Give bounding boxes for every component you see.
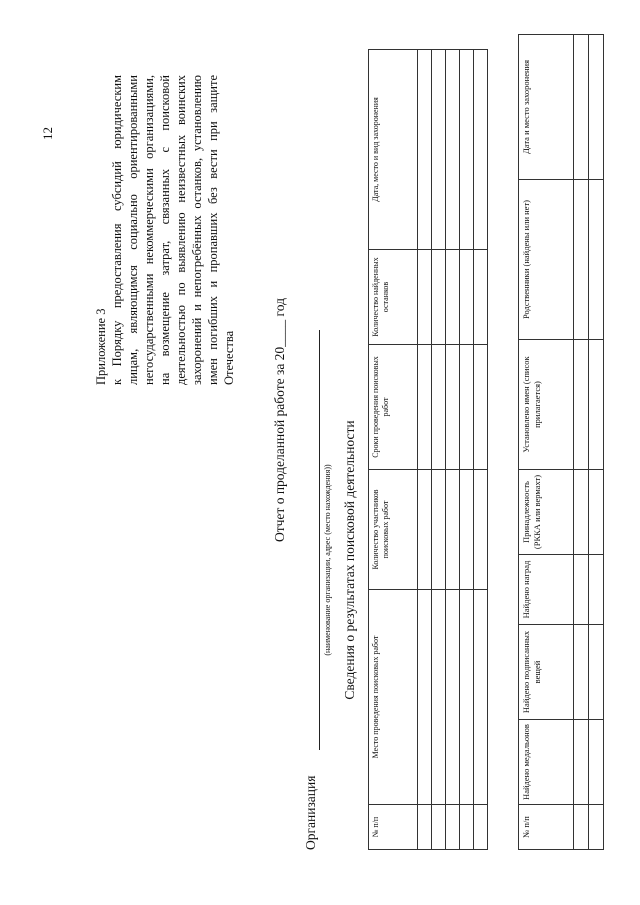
table-cell[interactable] (446, 50, 460, 250)
table-header-row (519, 35, 574, 850)
table-row (589, 35, 604, 850)
table-cell[interactable] (432, 590, 446, 805)
header-cell: Сроки проведения поисковых работ (369, 345, 418, 470)
table-cell[interactable] (474, 345, 488, 470)
header-cell: Количество участников поисковых работ (369, 470, 418, 590)
table-row (474, 50, 488, 850)
header-cell: Дата и место захоронения (519, 35, 574, 180)
header-cell: Найдено медальонов (519, 720, 574, 805)
table-cell[interactable] (446, 805, 460, 850)
table-cell[interactable] (446, 470, 460, 590)
table-cell[interactable] (474, 50, 488, 250)
table-cell[interactable] (460, 345, 474, 470)
table-cell[interactable] (474, 470, 488, 590)
table-cell[interactable] (432, 470, 446, 590)
table-cell[interactable] (432, 50, 446, 250)
table-cell[interactable] (446, 590, 460, 805)
header-cell: Установлено имен (список прилагается) (519, 340, 574, 470)
table-cell[interactable] (589, 805, 604, 850)
report-title: Отчет о проделанной работе за 20____ год (272, 298, 287, 543)
header-cell: Место проведения поисковых работ (369, 590, 418, 805)
table-header-row (369, 50, 418, 850)
header-cell: Найдено подписанных вещей (519, 625, 574, 720)
table-cell[interactable] (574, 180, 589, 340)
table-cell[interactable] (574, 805, 589, 850)
table-cell[interactable] (574, 720, 589, 805)
table-cell[interactable] (432, 250, 446, 345)
table-row (418, 50, 432, 850)
table-cell[interactable] (474, 250, 488, 345)
table-row (460, 50, 474, 850)
table-cell[interactable] (574, 625, 589, 720)
table-cell[interactable] (474, 805, 488, 850)
organization-hint: (наименование организации, адрес (место нахождения)) (323, 464, 332, 656)
table-row (432, 50, 446, 850)
table-cell[interactable] (589, 35, 604, 180)
table-cell[interactable] (446, 250, 460, 345)
table-cell[interactable] (460, 805, 474, 850)
table-cell[interactable] (574, 340, 589, 470)
appendix-title: Приложение 3 (94, 308, 108, 385)
table-cell[interactable] (589, 180, 604, 340)
table-cell[interactable] (589, 555, 604, 625)
table-cell[interactable] (432, 805, 446, 850)
appendix-block (93, 75, 237, 385)
table-row (446, 50, 460, 850)
header-cell: Найдено наград (519, 555, 574, 625)
organization-label: Организация (303, 775, 318, 850)
table-cell[interactable] (589, 625, 604, 720)
table-cell[interactable] (460, 590, 474, 805)
header-cell: № п/п (369, 805, 418, 850)
header-cell: Принадлежность (РККА или вермахт) (519, 470, 574, 555)
table-cell[interactable] (589, 720, 604, 805)
header-cell: № п/п (519, 805, 574, 850)
table-cell[interactable] (418, 345, 432, 470)
table-cell[interactable] (589, 340, 604, 470)
table-cell[interactable] (460, 470, 474, 590)
table-cell[interactable] (460, 50, 474, 250)
table-cell[interactable] (474, 590, 488, 805)
table-cell[interactable] (418, 805, 432, 850)
table-cell[interactable] (574, 555, 589, 625)
appendix-text: к Порядку предоставления субсидий юридическим лицам, являющимся социально ориентированными негосударственными некоммерческими организациями, на возмещение затрат, связанных с поисковой деятельностью по выявлению неизвестных воинских захоронений и непогребённых останков, установлению имен погибших и пропавших без вести при защите Отечества (110, 75, 236, 385)
search-results-table (368, 49, 488, 850)
table-cell[interactable] (418, 470, 432, 590)
table-cell[interactable] (460, 250, 474, 345)
table-cell[interactable] (432, 345, 446, 470)
table-cell[interactable] (418, 50, 432, 250)
table-row (574, 35, 589, 850)
header-cell: Количество найденных останков (369, 250, 418, 345)
results-title: Сведения о результатах поисковой деятельности (342, 420, 357, 700)
organization-row (303, 330, 323, 850)
table-cell[interactable] (574, 470, 589, 555)
organization-fill-line (319, 330, 320, 750)
rotated-page (20, 20, 620, 880)
header-cell: Родственники (найдены или нет) (519, 180, 574, 340)
page-number: 12 (40, 127, 55, 140)
table-cell[interactable] (446, 345, 460, 470)
header-cell: Дата, место и вид захоронения (369, 50, 418, 250)
table-cell[interactable] (574, 35, 589, 180)
table-cell[interactable] (418, 250, 432, 345)
table-cell[interactable] (418, 590, 432, 805)
table-cell[interactable] (589, 470, 604, 555)
findings-table (518, 34, 604, 850)
